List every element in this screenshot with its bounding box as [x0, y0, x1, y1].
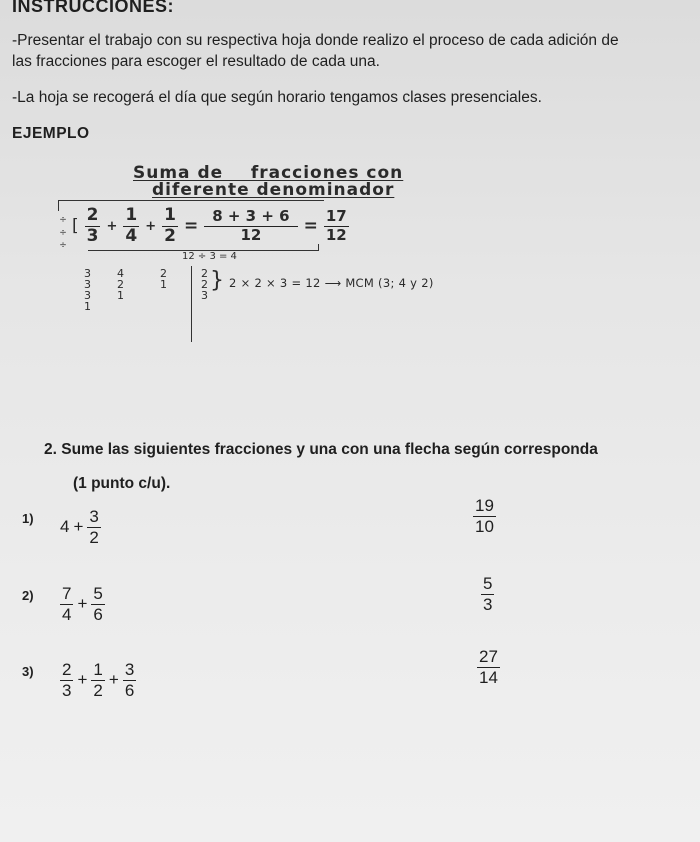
example-label: EJEMPLO — [12, 125, 90, 142]
item-1-label: 1) — [22, 511, 34, 526]
plus-sign: + — [77, 670, 88, 690]
example-term-1: $\frac{2}{3}$ — [86, 205, 99, 246]
item-1-whole: 4 — [60, 517, 70, 537]
question-heading-line-2: (1 punto c/u). — [73, 475, 171, 492]
example-title-line-2: diferente denominador — [152, 180, 395, 200]
lcm-divisors: 2 2 3 — [201, 267, 208, 302]
item-2-term-1: $\frac{7}{4}$ — [62, 584, 72, 624]
item-3-label: 3) — [22, 664, 34, 679]
lcm-divider — [191, 266, 192, 342]
plus-sign: + — [108, 670, 119, 690]
example-term-3: $\frac{1}{2}$ — [164, 205, 176, 246]
example-equation — [72, 207, 349, 246]
item-3-term-3: $\frac{3}{6}$ — [124, 660, 135, 700]
example-title-line-1: Suma de fracciones con — [133, 163, 404, 183]
answer-option-3[interactable]: $\frac{27}{14}$ — [479, 647, 498, 687]
item-3-expression — [60, 661, 136, 700]
lcm-brace: } — [210, 268, 224, 293]
item-2-expression — [60, 585, 105, 624]
example-result: $\frac{17}{12}$ — [325, 207, 347, 244]
instructions-heading: INSTRUCCIONES: — [12, 0, 175, 16]
lcm-table — [84, 268, 167, 312]
answer-option-2[interactable]: $\frac{5}{3}$ — [483, 574, 493, 614]
plus-sign: + — [73, 517, 84, 537]
example-helper: 12 ÷ 3 = 4 — [182, 251, 237, 262]
item-3-term-2: $\frac{1}{2}$ — [93, 660, 103, 700]
lcm-result: 2 × 2 × 3 = 12 ⟶ MCM (3; 4 y 2) — [229, 276, 434, 290]
plus-sign: + — [145, 218, 157, 234]
item-1-term-1: $\frac{3}{2}$ — [89, 507, 99, 547]
instruction-line-1: -Presentar el trabajo con su respectiva hoja donde realizo el proceso de cada adición de — [12, 32, 619, 49]
example-margin-marks: ÷ ÷ ÷ — [58, 215, 68, 251]
item-3-term-1: $\frac{2}{3}$ — [62, 660, 72, 700]
lcm-col-1: 3 3 3 1 — [84, 267, 91, 313]
bracket-glyph: [ — [72, 216, 79, 237]
lcm-col-2: 4 2 1 — [117, 267, 124, 302]
instruction-line-3: -La hoja se recogerá el día que según horario tengamos clases presenciales. — [12, 89, 542, 106]
equals-sign: = — [183, 216, 199, 237]
item-2-label: 2) — [22, 588, 34, 603]
item-2-term-2: $\frac{5}{6}$ — [93, 584, 103, 624]
equals-sign: = — [303, 216, 318, 237]
question-heading-line-1: 2. Sume las siguientes fracciones y una con una flecha según corresponda — [44, 441, 598, 458]
plus-sign: + — [77, 594, 88, 614]
example-bracket-bottom — [88, 244, 319, 251]
answer-option-1[interactable]: $\frac{19}{10}$ — [475, 496, 494, 536]
item-1-expression — [60, 508, 101, 547]
instruction-line-2: las fracciones para escoger el resultado de cada una. — [12, 53, 380, 70]
example-term-2: $\frac{1}{4}$ — [125, 205, 138, 246]
lcm-col-3: 2 1 — [160, 267, 167, 291]
plus-sign: + — [106, 218, 118, 234]
example-combined: $\frac{8 + 3 + 6}{12}$ — [204, 209, 297, 244]
